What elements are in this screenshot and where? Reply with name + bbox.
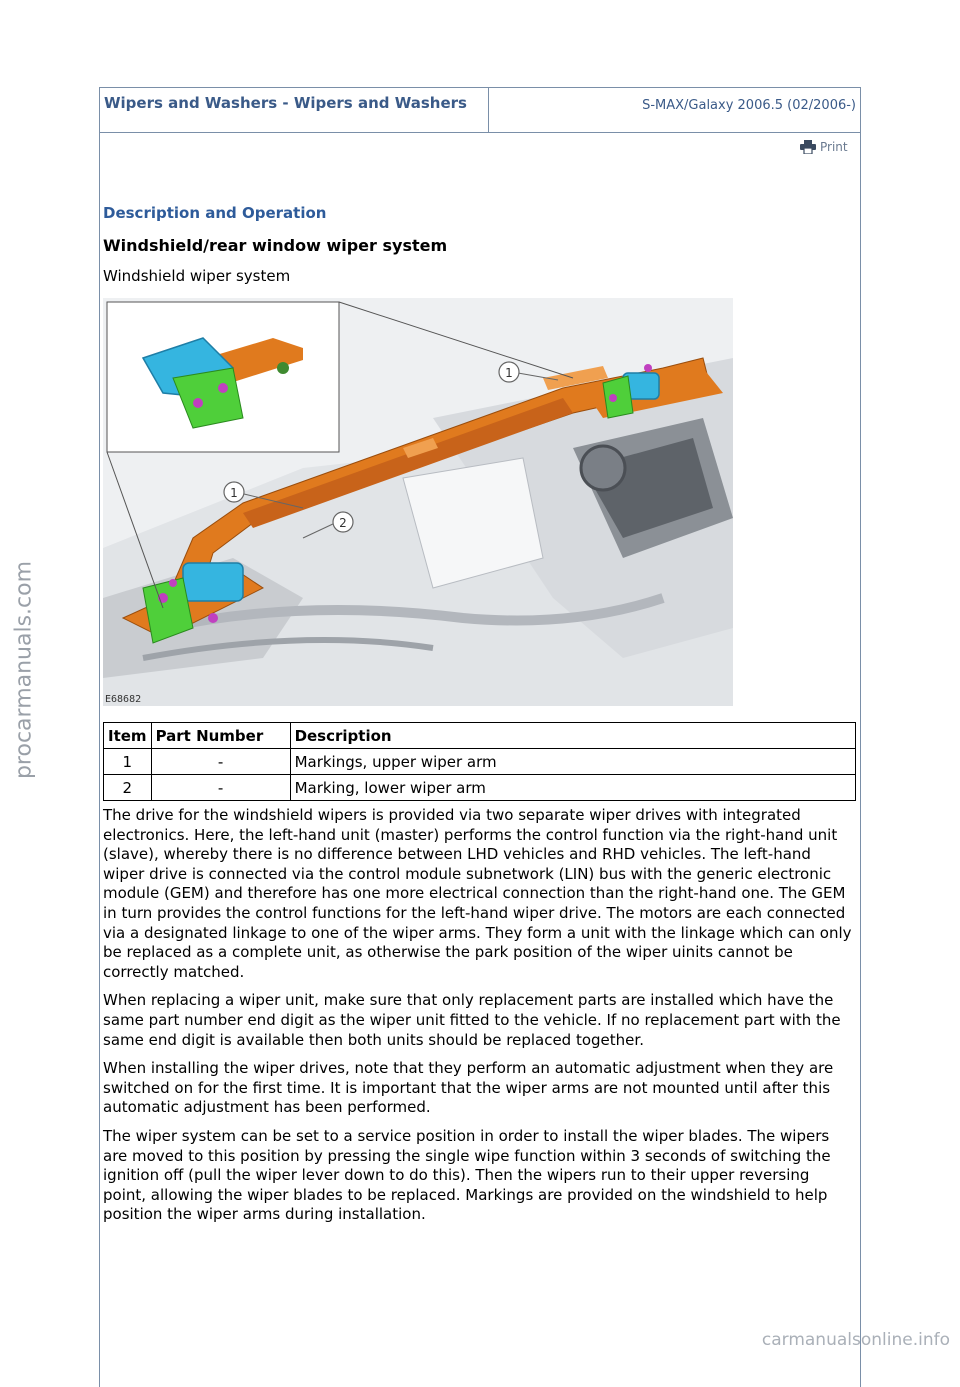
vehicle-label: S-MAX/Galaxy 2006.5 (02/2006-) — [642, 98, 856, 113]
description-cell: Markings, upper wiper arm — [290, 749, 855, 775]
column-header: Part Number — [151, 723, 290, 749]
callout-1-lower: 1 — [230, 486, 238, 500]
page-header — [99, 87, 861, 133]
paragraph: When replacing a wiper unit, make sure that only replacement parts are installed which have the same part number end digit as the wiper unit fitted to the vehicle. If no replacement part with the same end digit is available then both units should be replaced together. — [103, 991, 841, 1049]
parts-table — [103, 722, 856, 801]
table-row — [104, 775, 856, 801]
figure-code: E68682 — [105, 694, 142, 705]
printer-icon — [800, 140, 816, 154]
part-number-cell: - — [151, 775, 290, 801]
body-text — [103, 806, 857, 1234]
callout-1-upper: 1 — [505, 366, 513, 380]
print-label: Print — [820, 140, 848, 154]
page-title: Wipers and Washers - Wipers and Washers — [100, 88, 489, 132]
part-number-cell: - — [151, 749, 290, 775]
description-cell: Marking, lower wiper arm — [290, 775, 855, 801]
item-cell: 2 — [104, 775, 152, 801]
table-header-row — [104, 723, 856, 749]
wiper-system-illustration — [103, 298, 733, 706]
bottom-watermark: carmanualsonline.info — [761, 1330, 950, 1350]
item-cell: 1 — [104, 749, 152, 775]
section-heading: Windshield/rear window wiper system — [103, 236, 448, 255]
side-watermark: procarmanuals.com — [11, 560, 37, 780]
callout-2: 2 — [339, 516, 347, 530]
table-row — [104, 749, 856, 775]
paragraph: When installing the wiper drives, note that they perform an automatic adjustment when they are switched on for the first time. It is important that the wiper arms are not mounted until after this automatic adjustment has been performed. — [103, 1059, 834, 1117]
paragraph: The wiper system can be set to a service position in order to install the wiper blades. The wipers are moved to this position by pressing the single wipe function within 3 seconds of switching the ignition off (pull the wiper lever down to do this). Then the wipers run to their upper reversing point, allowing the wiper blades to be replaced. Markings are provided on the windshield to help position the wiper arms during installation. — [103, 1126, 831, 1224]
column-header: Item — [104, 723, 152, 749]
section-title: Description and Operation — [103, 204, 327, 222]
paragraph: The drive for the windshield wipers is provided via two separate wiper drives with integrated electronics. Here, the left-hand unit (master) performs the control function via the right-hand unit (slave), whereby there is no difference between LHD vehicles and RHD vehicles. The left-hand wiper drive is connected via the control module subnetwork (LIN) bus with the generic electronic module (GEM) and therefore has one more electrical connection than the right-hand one. The GEM in turn provides the control functions for the left-hand wiper drive. The motors are each connected via a designated linkage to one of the wiper arms. They form a unit with the linkage which can only be replaced as a complete unit, as otherwise the park position of the wiper uinits cannot be correctly matched. — [103, 806, 852, 981]
column-header: Description — [290, 723, 855, 749]
print-button[interactable] — [800, 140, 848, 154]
figure-caption: Windshield wiper system — [103, 267, 291, 285]
